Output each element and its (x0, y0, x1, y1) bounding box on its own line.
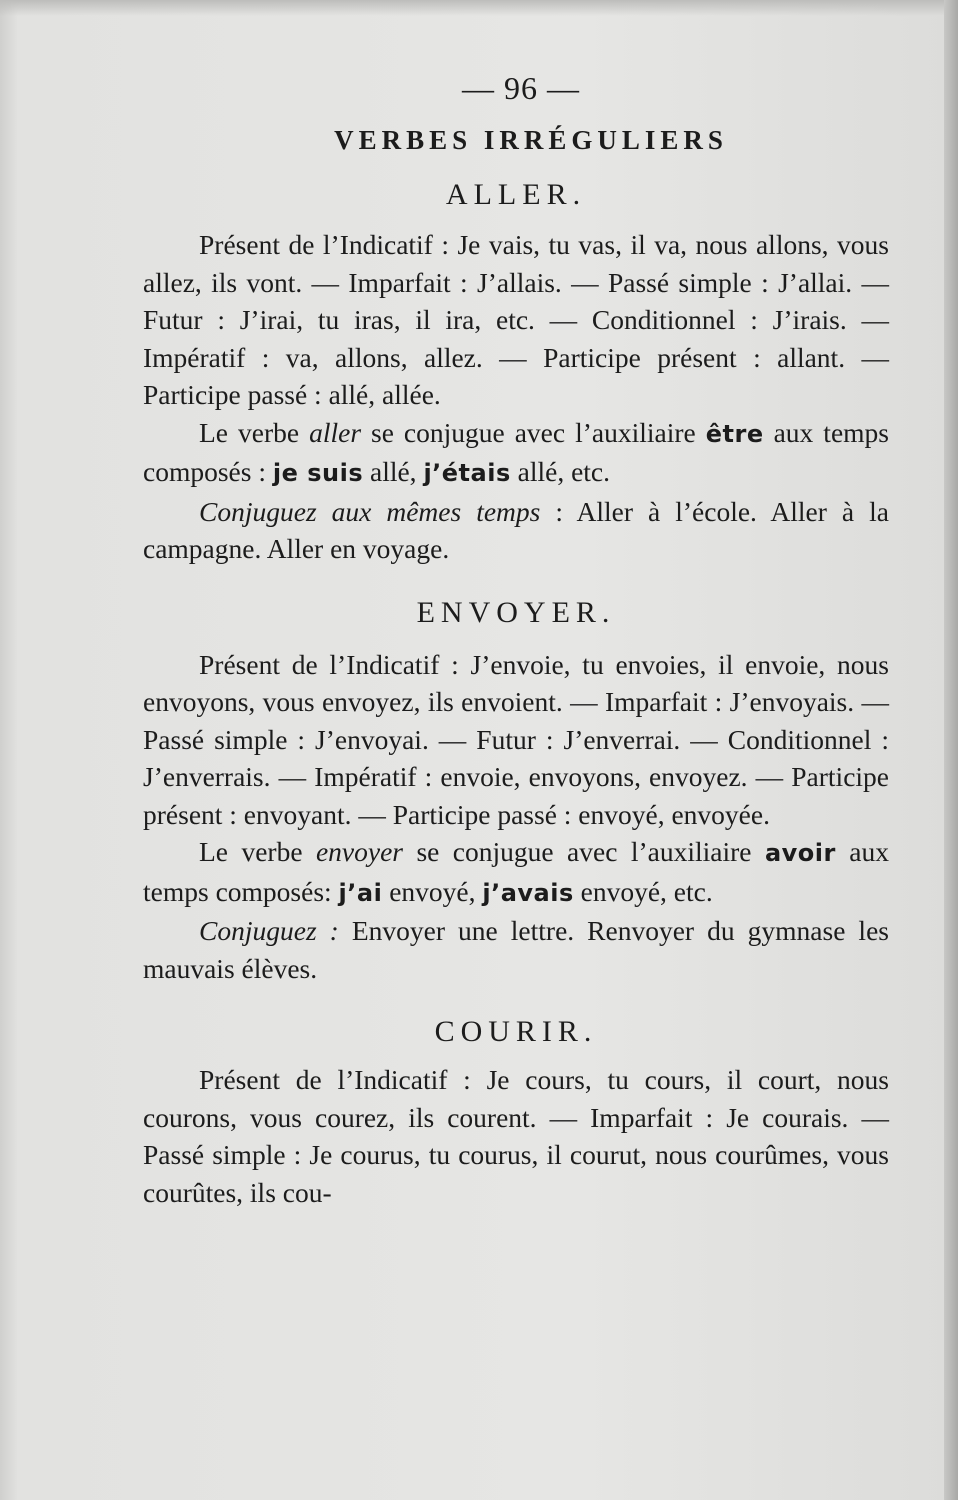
aller-exercise (143, 493, 889, 568)
aller-aux-bold: être (705, 419, 764, 448)
envoyer-aux-verb: envoyer (315, 836, 403, 867)
main-title: VERBES IRRÉGULIERS (334, 125, 728, 155)
aller-example-1-bold: je suis (272, 459, 364, 487)
envoyer-conjugation: Présent de l’Indicatif : J’envoie, tu envoies, il envoie, nous envoyons, vous envoyez, ils envoient. — Imparfait : J’envoyais. — Passé simple : J’envoyai. — Futur : J’enverrai. — Conditionnel : J’enverrais. — Impératif : envoie, envoyons, envoyez. — Participe présent : envoyant. — Participe passé : envoyé, envoyée. (143, 648, 889, 830)
page-content (143, 70, 889, 1211)
courir-conjugation: Présent de l’Indicatif : Je cours, tu cours, il court, nous courons, vous courez, ils courent. — Imparfait : Je courais. — Passé simple : Je courus, tu courus, il courut, nous courûmes, vous courûtes, ils cou- (143, 1064, 889, 1208)
aller-auxiliary-paragraph (143, 414, 889, 493)
aller-aux-text-2: se conjugue avec l’auxiliaire (361, 416, 706, 448)
envoyer-example-1: envoyé, (382, 875, 483, 907)
page-right-edge (944, 0, 958, 1500)
aller-conjugation: Présent de l’Indicatif : Je vais, tu vas, il va, nous allons, vous allez, ils vont. — Imparfait : J’allais. — Passé simple : J’allai. — Futur : J’irai, tu iras, il ira, etc. — Conditionnel : J’irais. — Impératif : va, allons, allez. — Participe présent : allant. — Participe passé : allé, allée. (143, 229, 889, 410)
aller-aux-text-3: aux temps composés : (143, 416, 889, 487)
envoyer-example-1-bold: j’ai (338, 878, 383, 907)
envoyer-aux-text-3: aux temps composés: (143, 836, 889, 907)
envoyer-exercise-text: Envoyer une lettre. Renvoyer du gymnase les mauvais élèves. (143, 915, 889, 984)
envoyer-aux-bold: avoir (764, 839, 836, 867)
aller-example-2-bold: j’étais (423, 459, 511, 487)
aller-exercise-text: : Aller à l’école. Aller à la campagne. Aller en voyage. (143, 495, 889, 564)
aller-exercise-label: Conjuguez aux mêmes temps (199, 495, 541, 527)
envoyer-auxiliary-paragraph (143, 833, 889, 912)
envoyer-aux-text-2: se conjugue avec l’auxiliaire (403, 836, 765, 867)
envoyer-exercise-label: Conjuguez : (199, 915, 339, 946)
envoyer-exercise (143, 912, 889, 987)
envoyer-example-2-bold: j’avais (482, 878, 574, 907)
aller-example-1: allé, (363, 456, 424, 487)
aller-aux-verb: aller (309, 416, 362, 448)
section-heading-aller: ALLER. (445, 178, 587, 211)
envoyer-example-2: envoyé, etc. (573, 875, 713, 907)
section-heading-courir: COURIR. (434, 1015, 598, 1048)
page-number: — 96 — (462, 70, 580, 106)
aller-aux-text-1: Le verbe (199, 416, 310, 448)
envoyer-aux-text-1: Le verbe (199, 836, 316, 867)
section-heading-envoyer: ENVOYER. (416, 595, 616, 629)
page-top-shadow (0, 0, 958, 16)
aller-example-2: allé, etc. (510, 456, 610, 487)
